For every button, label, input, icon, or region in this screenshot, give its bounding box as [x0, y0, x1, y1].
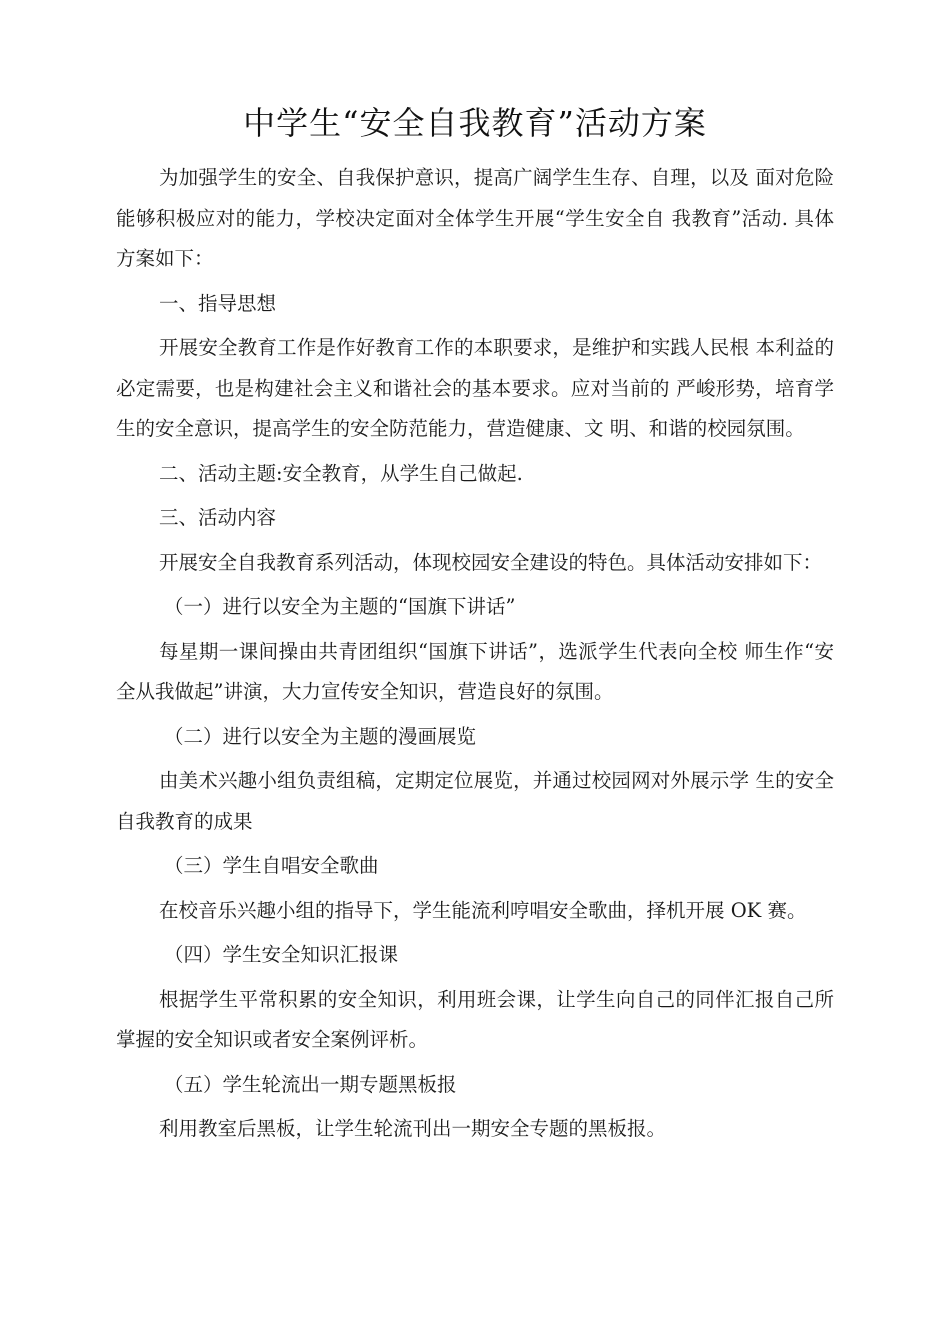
item-body-blackboard: 利用教室后黑板，让学生轮流刊出一期安全专题的黑板报。: [159, 1117, 667, 1140]
item-heading-safety-songs: （三）学生自唱安全歌曲: [164, 854, 379, 877]
document-title: 中学生“安全自我教育”活动方案: [243, 104, 707, 142]
document-page: [116, 100, 834, 1154]
guiding-ideology-paragraph: 开展安全教育工作是作好教育工作的本职要求，是维护和实践人民根 本利益的必定需要，也是构建社会主义和谐社会的基本要求。应对当前的 严峻形势，培育学生的安全意识，提高学生的安全防范能力，营造健康、文 明、和谐的校园氛围。: [116, 336, 834, 440]
item-body-safety-songs: 在校音乐兴趣小组的指导下，学生能流利哼唱安全歌曲，择机开展 OK 赛。: [159, 898, 807, 922]
item-body-comic-exhibition: 由美术兴趣小组负责组稿，定期定位展览，并通过校园网对外展示学 生的安全自我教育的成果: [116, 769, 834, 833]
section-heading-guiding-ideology: 一、指导思想: [159, 291, 277, 315]
item-body-flag-speech: 每星期一课间操由共青团组织“国旗下讲话”，选派学生代表向全校 师生作“安全从我做起”讲演，大力宣传安全知识，营造良好的氛围。: [116, 639, 834, 703]
item-heading-knowledge-report: （四）学生安全知识汇报课: [164, 943, 399, 966]
item-heading-comic-exhibition: （二）进行以安全为主题的漫画展览: [164, 724, 477, 748]
item-heading-flag-speech: （一）进行以安全为主题的“国旗下讲话”: [164, 595, 516, 618]
intro-paragraph: 为加强学生的安全、自我保护意识，提高广阔学生生存、自理，以及 面对危险能够积极应对的能力，学校决定面对全体学生开展“学生安全自 我教育”活动. 具体方案如下：: [116, 166, 834, 270]
section-heading-activity-theme: 二、活动主题:安全教育，从学生自己做起.: [159, 461, 523, 485]
activity-content-paragraph: 开展安全自我教育系列活动，体现校园安全建设的特色。具体活动安排如下：: [159, 550, 823, 574]
section-heading-activity-content: 三、活动内容: [159, 506, 277, 529]
item-heading-blackboard: （五）学生轮流出一期专题黑板报: [164, 1072, 457, 1096]
item-body-knowledge-report: 根据学生平常积累的安全知识，利用班会课，让学生向自己的同伴汇报自己所掌握的安全知识或者安全案例评析。: [116, 987, 834, 1051]
